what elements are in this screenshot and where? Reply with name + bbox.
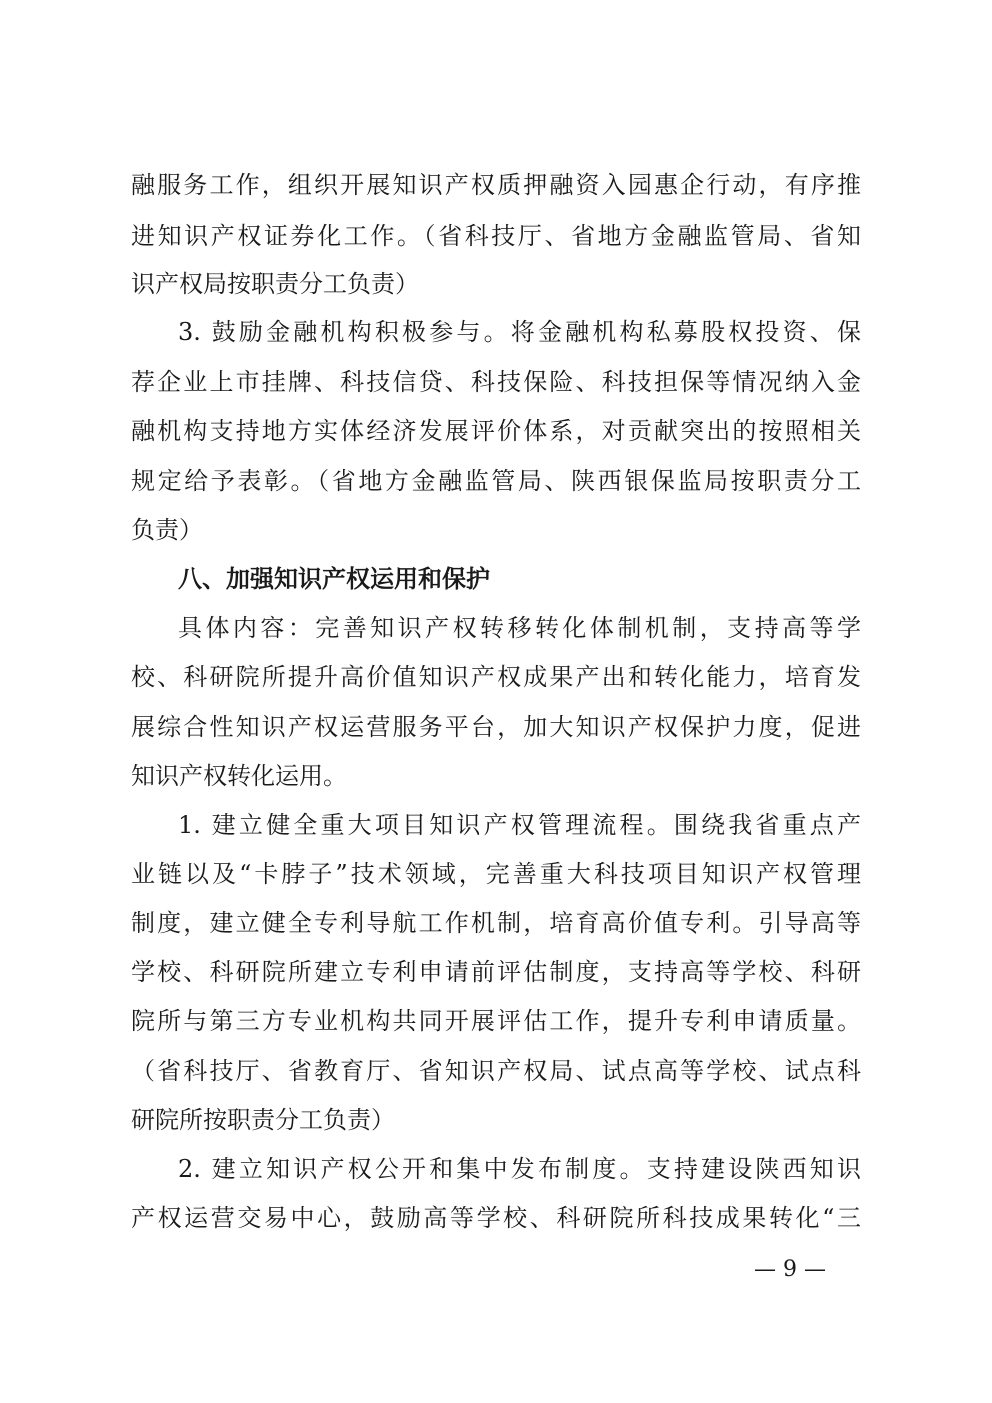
text-line: 规定给予表彰。（省地方金融监管局、陕西银保监局按职责分工 — [131, 467, 861, 495]
text-line: 知识产权转化运用。 — [131, 762, 347, 790]
text-line: 融服务工作，组织开展知识产权质押融资入园惠企行动，有序推 — [131, 171, 861, 199]
text-line: 负责） — [131, 516, 203, 544]
section-heading: 八、加强知识产权运用和保护 — [178, 565, 490, 593]
text-line: （省科技厅、省教育厅、省知识产权局、试点高等学校、试点科 — [131, 1057, 861, 1085]
text-line: 荐企业上市挂牌、科技信贷、科技保险、科技担保等情况纳入金 — [131, 368, 861, 396]
text-line: 研院所按职责分工负责） — [131, 1106, 395, 1134]
text-line: 制度，建立健全专利导航工作机制，培育高价值专利。引导高等 — [131, 909, 861, 937]
text-line: 融机构支持地方实体经济发展评价体系，对贡献突出的按照相关 — [131, 417, 861, 445]
page-number: — 9 — — [754, 1257, 826, 1282]
text-line: 3. 鼓励金融机构积极参与。将金融机构私募股权投资、保 — [178, 318, 861, 346]
text-line: 院所与第三方专业机构共同开展评估工作，提升专利申请质量。 — [131, 1007, 861, 1035]
text-line: 产权运营交易中心，鼓励高等学校、科研院所科技成果转化“三 — [131, 1204, 861, 1232]
text-line: 学校、科研院所建立专利申请前评估制度，支持高等学校、科研 — [131, 958, 861, 986]
text-line: 进知识产权证券化工作。（省科技厅、省地方金融监管局、省知 — [131, 222, 861, 250]
text-line: 业链以及“卡脖子”技术领域，完善重大科技项目知识产权管理 — [131, 860, 861, 888]
text-line: 具体内容：完善知识产权转移转化体制机制，支持高等学 — [178, 614, 861, 642]
text-line: 展综合性知识产权运营服务平台，加大知识产权保护力度，促进 — [131, 713, 861, 741]
text-line: 1. 建立健全重大项目知识产权管理流程。围绕我省重点产 — [178, 811, 861, 839]
text-line: 识产权局按职责分工负责） — [131, 270, 419, 298]
text-line: 2. 建立知识产权公开和集中发布制度。支持建设陕西知识 — [178, 1155, 861, 1183]
text-line: 校、科研院所提升高价值知识产权成果产出和转化能力，培育发 — [131, 663, 861, 691]
